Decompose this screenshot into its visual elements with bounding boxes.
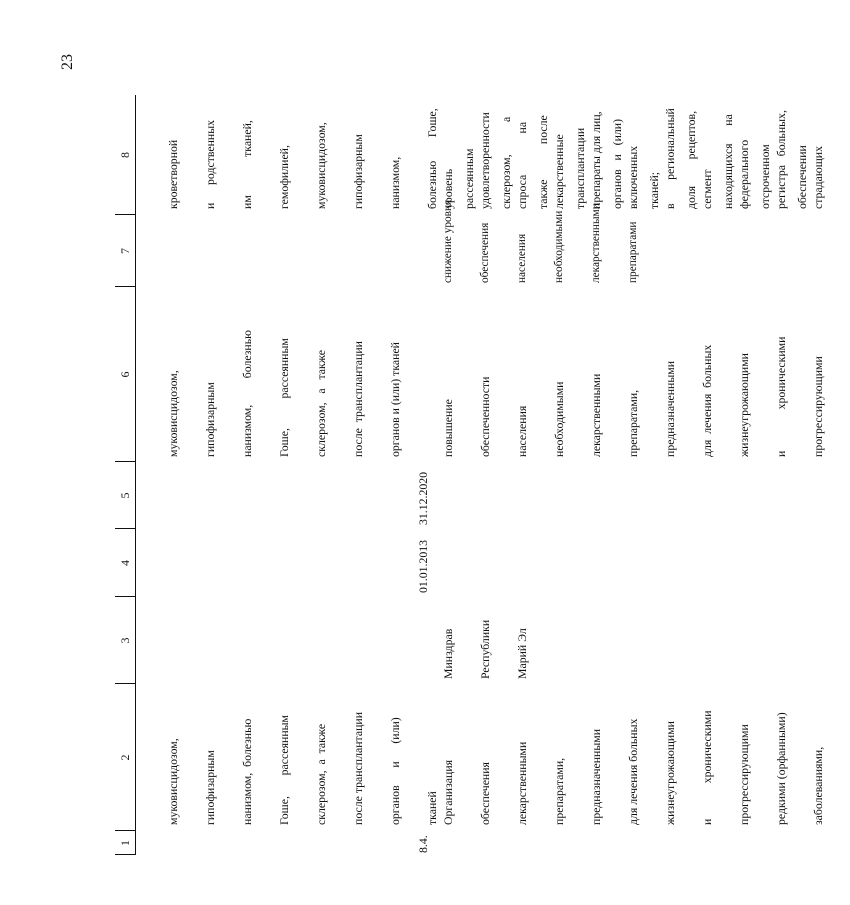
- text-line: населения: [514, 405, 529, 457]
- text-line: Гоше, рассеянным: [276, 338, 291, 457]
- row-84-col3: [417, 620, 553, 679]
- text-line: тканей;: [647, 171, 662, 209]
- text-line: кроветворной: [165, 139, 180, 209]
- row-84-start-date: 01.01.2013: [416, 539, 430, 593]
- page-number: 23: [59, 54, 76, 70]
- text-line: доля рецептов,: [684, 110, 699, 209]
- text-line: сегмент: [699, 169, 714, 209]
- text-line: предназначенными: [588, 728, 603, 825]
- text-line: предназначенными: [662, 360, 677, 457]
- text-line: склерозом, а также: [313, 723, 328, 825]
- text-line: препаратами,: [551, 757, 566, 825]
- text-line: и хроническими: [773, 336, 788, 457]
- continuation-col6: [142, 330, 426, 457]
- header-col-2: 2: [118, 754, 132, 761]
- text-line: необходимыми: [551, 381, 566, 457]
- text-line: после трансплантации: [350, 341, 365, 457]
- text-line: спроса на: [514, 121, 529, 209]
- row-84-number: 8.4.: [416, 835, 430, 853]
- text-line: органов и (или) тканей: [387, 342, 402, 457]
- text-line: органов и (или): [610, 118, 625, 209]
- text-line: Минздрав: [440, 628, 455, 679]
- text-line: и родственных: [202, 119, 217, 209]
- header-col-1: 1: [118, 840, 132, 846]
- text-line: склерозом, а также: [313, 350, 328, 457]
- text-line: лекарственными: [589, 203, 602, 283]
- text-line: болезнью Гоше,: [424, 108, 439, 209]
- text-line: федерального: [736, 139, 751, 209]
- text-line: необходимыми: [552, 210, 565, 283]
- text-line: препараты для лиц,: [588, 111, 603, 209]
- header-col-4: 4: [118, 560, 132, 566]
- header-col-6: 6: [118, 371, 132, 378]
- text-line: уровень: [440, 168, 455, 209]
- text-line: нанизмом, болезнью: [239, 330, 254, 457]
- text-line: гипофизарным: [202, 382, 217, 457]
- text-line: обеспечения: [477, 762, 492, 825]
- text-line: лекарственными: [514, 741, 529, 825]
- text-line: повышение: [440, 399, 455, 457]
- text-line: отсроченном: [758, 144, 773, 209]
- text-line: препаратами: [626, 221, 639, 283]
- header-col-3: 3: [118, 637, 132, 644]
- text-line: населения: [515, 233, 528, 283]
- text-line: гемофилией,: [276, 145, 291, 209]
- text-line: после трансплантации: [350, 711, 365, 825]
- text-line: для лечения больных: [699, 344, 714, 457]
- text-line: рассеянным: [461, 148, 476, 209]
- text-line: муковисцидозом,: [165, 370, 180, 457]
- text-line: обеспеченности: [477, 376, 492, 457]
- text-line: в региональный: [662, 108, 677, 209]
- text-line: нанизмом,: [387, 156, 402, 209]
- text-line: трансплантации: [573, 127, 588, 209]
- row-84-col2: [417, 710, 849, 825]
- text-line: регистра больных,: [773, 110, 788, 209]
- continuation-col2: [142, 712, 463, 825]
- text-line: гипофизарным: [350, 134, 365, 209]
- text-line: снижение уровня: [441, 199, 454, 283]
- text-line: Марий Эл: [514, 628, 529, 679]
- text-line: редкими (орфанными): [773, 712, 788, 825]
- text-line: удовлетворенности: [477, 112, 492, 209]
- text-line: прогрессирующими: [736, 724, 751, 825]
- text-line: Республики: [477, 619, 492, 679]
- text-line: Гоше, рассеянным: [276, 714, 291, 825]
- text-line: для лечения больных: [625, 718, 640, 825]
- text-line: лекарственными: [588, 373, 603, 457]
- text-line: лекарственные: [551, 134, 566, 209]
- text-line: Организация: [440, 759, 455, 825]
- row-84-col7: [417, 200, 664, 283]
- rotated-table: [115, 95, 825, 855]
- text-line: органов и (или): [387, 717, 402, 825]
- text-line: прогрессирующими: [811, 356, 825, 457]
- row-84-col8: [417, 108, 849, 209]
- header-col-8: 8: [118, 152, 132, 158]
- text-line: обеспечения: [478, 222, 491, 283]
- text-line: муковисцидозом,: [165, 738, 180, 825]
- text-line: и хроническими: [699, 710, 714, 825]
- text-line: муковисцидозом,: [313, 122, 328, 209]
- text-line: им тканей,: [239, 120, 254, 209]
- text-line: находящихся на: [721, 114, 736, 209]
- text-line: нанизмом, болезнью: [239, 718, 254, 825]
- text-line: склерозом, а: [498, 116, 513, 209]
- text-line: жизнеугрожающими: [736, 353, 751, 457]
- text-line: жизнеугрожающими: [662, 721, 677, 825]
- text-line: включенных: [625, 145, 640, 209]
- text-line: тканей: [424, 791, 439, 825]
- text-line: препаратами,: [625, 389, 640, 457]
- header-col-7: 7: [118, 248, 132, 254]
- text-line: заболеваниями,: [811, 746, 825, 825]
- header-col-5: 5: [118, 492, 132, 499]
- text-line: также после: [536, 115, 550, 209]
- row-84-end-date: 31.12.2020: [416, 471, 430, 525]
- text-line: страдающих: [811, 145, 825, 209]
- table-header-row: [115, 95, 136, 855]
- text-line: обеспечении: [795, 145, 810, 209]
- row-84-col6: [417, 337, 849, 457]
- text-line: гипофизарным: [202, 750, 217, 825]
